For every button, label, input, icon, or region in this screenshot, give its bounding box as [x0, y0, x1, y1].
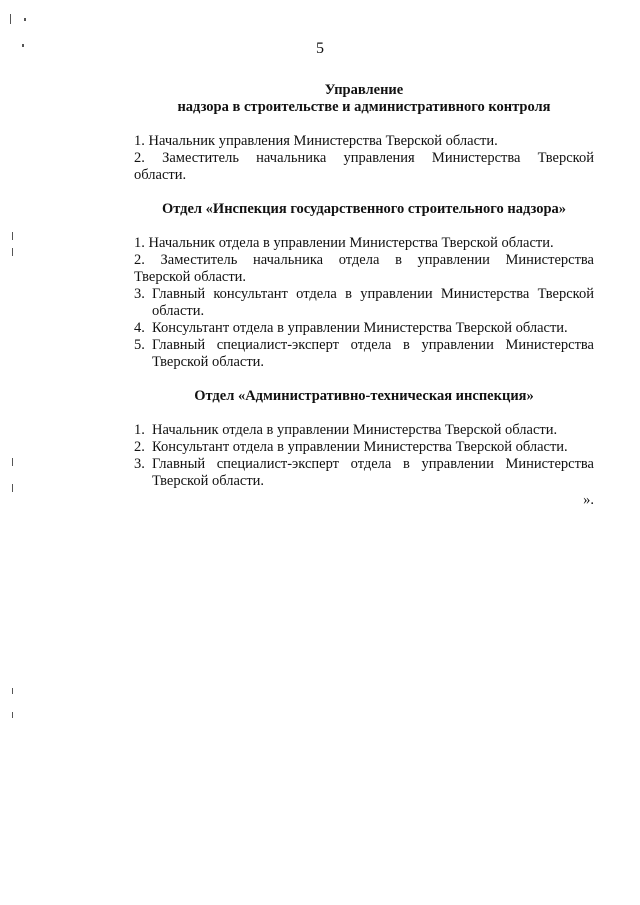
section-title-inspection: Отдел «Инспекция государственного строительного надзора» [161, 201, 567, 217]
section1-positions [134, 235, 594, 286]
department-positions [134, 133, 594, 184]
section2-positions [134, 422, 594, 490]
list-item: 4. Консультант отдела в управлении Министерства Тверской области. [134, 320, 568, 336]
list-item: 1. Начальник управления Министерства Тверской области. [134, 133, 498, 149]
section-title-technical: Отдел «Административно-техническая инспекция» [194, 388, 534, 404]
scan-mark [12, 232, 13, 240]
list-item: 2. Заместитель начальника отдела в управлении Министерства Тверской области. [134, 252, 594, 285]
list-item: 1. Начальник отдела в управлении Министерства Тверской области. [134, 235, 554, 251]
list-item: 1. Начальник отдела в управлении Министерства Тверской области. [134, 422, 558, 438]
department-title: Управление [324, 82, 404, 98]
scan-mark [22, 44, 24, 47]
list-item: 3. Главный специалист-эксперт отдела в управлении Министерства Тверской области. [134, 456, 594, 489]
list-item: 2. Заместитель начальника управления Министерства Тверской области. [134, 150, 594, 183]
closing-quote: ». [583, 492, 594, 508]
scan-mark [12, 248, 13, 256]
document-body [134, 82, 594, 509]
list-item: 5. Главный специалист-эксперт отдела в управлении Министерства Тверской области. [134, 337, 594, 370]
department-subtitle: надзора в строительстве и административного контроля [177, 99, 551, 115]
scan-mark [24, 18, 26, 21]
scan-mark [12, 688, 13, 694]
list-item: 3. Главный консультант отдела в управлении Министерства Тверской области. [134, 286, 594, 319]
scan-mark [12, 484, 13, 492]
scan-mark [12, 712, 13, 718]
scan-mark [12, 458, 13, 466]
list-item: 2. Консультант отдела в управлении Министерства Тверской области. [134, 439, 568, 455]
section1-positions-continued [134, 286, 594, 371]
scan-mark [10, 14, 11, 24]
page-number: 5 [316, 40, 324, 57]
